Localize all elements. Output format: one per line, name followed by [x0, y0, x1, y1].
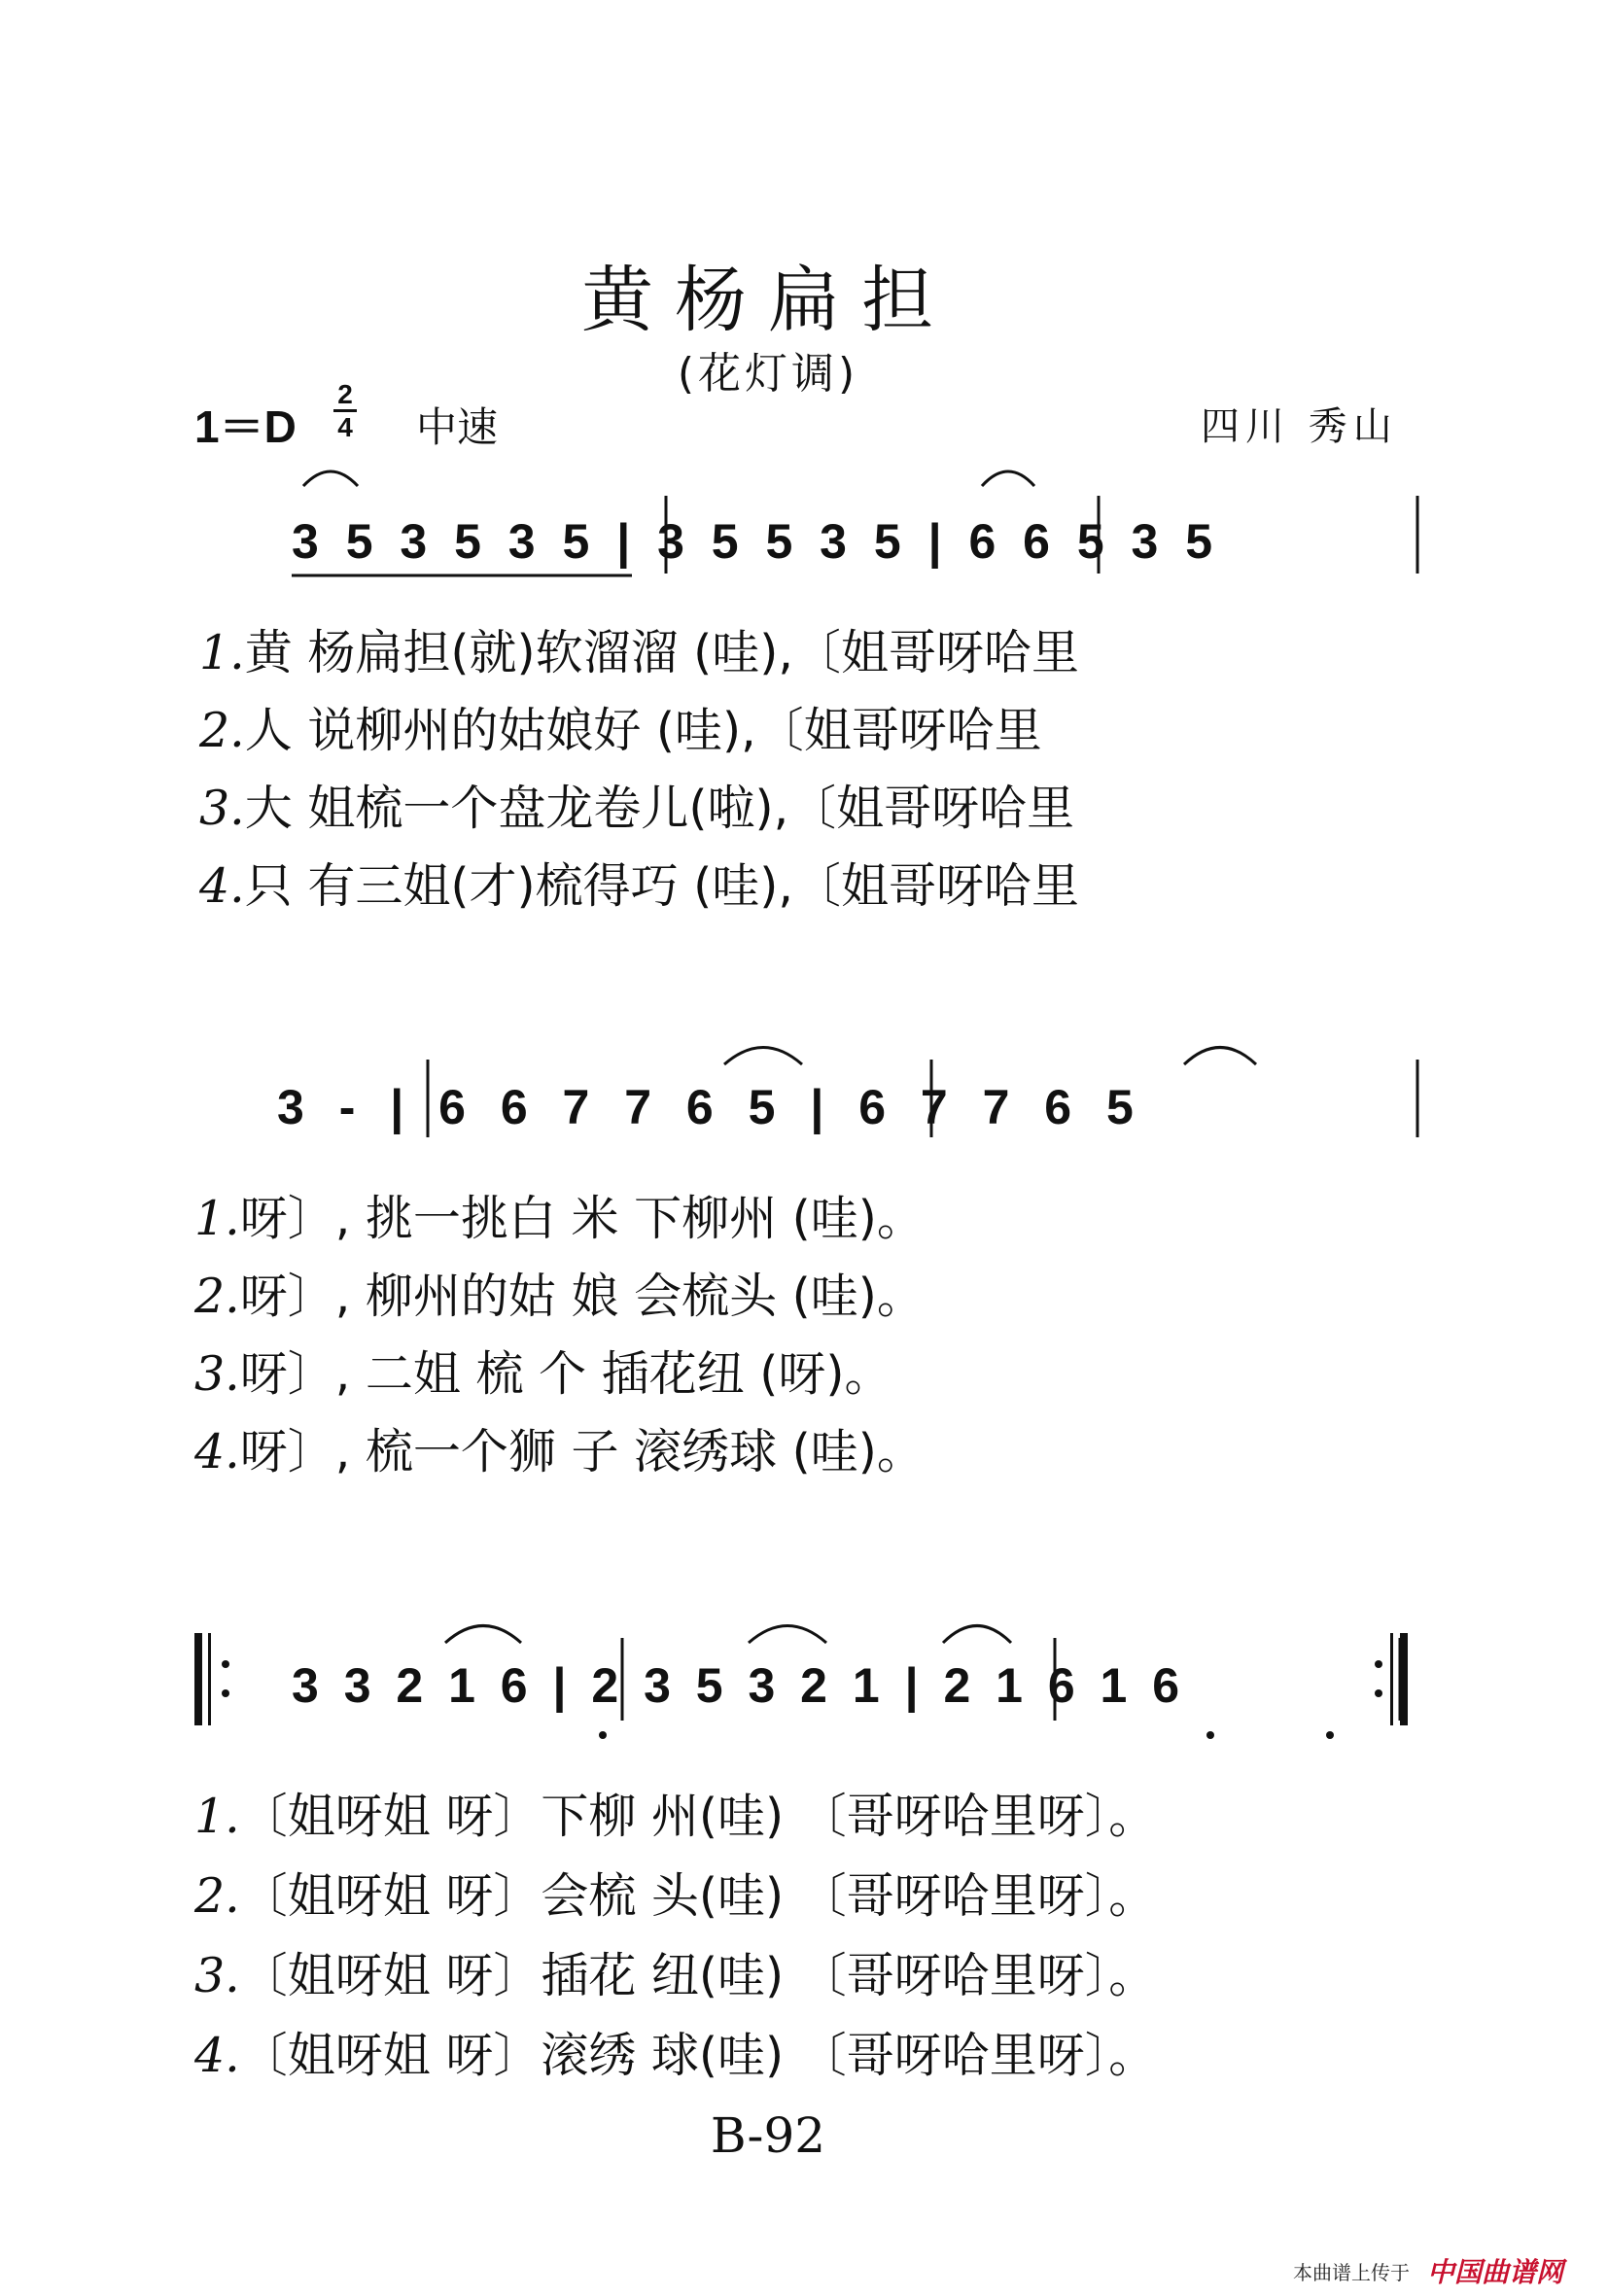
low-octave-dot	[1206, 1731, 1214, 1739]
slur-mark	[303, 471, 358, 486]
origin-credit: 四川 秀山	[1201, 404, 1398, 449]
repeat-dot	[222, 1660, 229, 1668]
lyric-line-1-4: 4.只 有三姐(才)梳得巧 (哇),〔姐哥呀哈里	[199, 858, 1079, 914]
lyric-line-2-3: 3.呀〕, 二姐 梳 个 插花纽 (呀)。	[194, 1346, 892, 1402]
page-title: 黄杨扁担	[581, 259, 955, 342]
lyric-line-3-2: 2.〔姐呀姐 呀〕会梳 头(哇) 〔哥呀哈里呀〕。	[194, 1868, 1157, 1924]
lyric-line-2-2: 2.呀〕, 柳州的姑 娘 会梳头 (哇)。	[194, 1269, 925, 1324]
lyric-line-3-3: 3.〔姐呀姐 呀〕插花 纽(哇) 〔哥呀哈里呀〕。	[194, 1948, 1157, 2003]
slur-mark	[749, 1626, 826, 1644]
footer-note: 本曲谱上传于	[1293, 2261, 1410, 2284]
repeat-start-thick-bar	[194, 1633, 202, 1725]
lyric-line-3-4: 4.〔姐呀姐 呀〕滚绣 球(哇) 〔哥呀哈里呀〕。	[194, 2028, 1157, 2083]
low-octave-dot	[1326, 1731, 1334, 1739]
lyric-line-2-4: 4.呀〕, 梳一个狮 子 滚绣球 (哇)。	[194, 1424, 925, 1479]
slur-mark	[445, 1626, 521, 1644]
time-signature-bottom: 4	[337, 412, 353, 442]
time-signature-top: 2	[337, 379, 353, 409]
notation-line-1: 3 5 3 5 3 5 | 3 5 5 3 5 | 6 6 5 3 5	[292, 514, 1213, 569]
slur-mark	[943, 1626, 1011, 1644]
page-number: B-92	[710, 2107, 826, 2164]
slur-mark	[1184, 1048, 1256, 1065]
repeat-dot	[1375, 1660, 1382, 1668]
lyric-line-1-1: 1.黄 杨扁担(就)软溜溜 (哇),〔姐哥呀哈里	[199, 625, 1079, 680]
notation-line-2: 3 - | 6 6 7 7 6 5 | 6 7 7 6 5	[277, 1080, 1134, 1134]
slur-mark	[724, 1048, 802, 1065]
low-octave-dot	[599, 1731, 607, 1739]
tempo-marking: 中速	[416, 403, 499, 451]
key-signature: 1＝D	[194, 401, 297, 452]
notation-line-3: 3 3 2 1 6 | 2 3 5 3 2 1 | 2 1 6 1 6	[292, 1658, 1180, 1713]
repeat-end-thin-bar	[1390, 1633, 1393, 1725]
lyric-line-1-3: 3.大 姐梳一个盘龙卷儿(啦),〔姐哥呀哈里	[199, 781, 1075, 836]
repeat-dot	[222, 1689, 229, 1697]
site-logo: 中国曲谱网	[1427, 2256, 1564, 2288]
subtitle: (花灯调)	[677, 349, 859, 399]
lyric-line-1-2: 2.人 说柳州的姑娘好 (哇),〔姐哥呀哈里	[199, 703, 1042, 758]
lyric-line-2-1: 1.呀〕, 挑一挑白 米 下柳州 (哇)。	[194, 1191, 925, 1246]
repeat-dot	[1375, 1689, 1382, 1697]
slur-mark	[982, 471, 1034, 486]
repeat-start-thin-bar	[208, 1633, 211, 1725]
repeat-end-thick-bar	[1400, 1633, 1408, 1725]
lyric-line-3-1: 1.〔姐呀姐 呀〕下柳 州(哇) 〔哥呀哈里呀〕。	[194, 1789, 1157, 1844]
